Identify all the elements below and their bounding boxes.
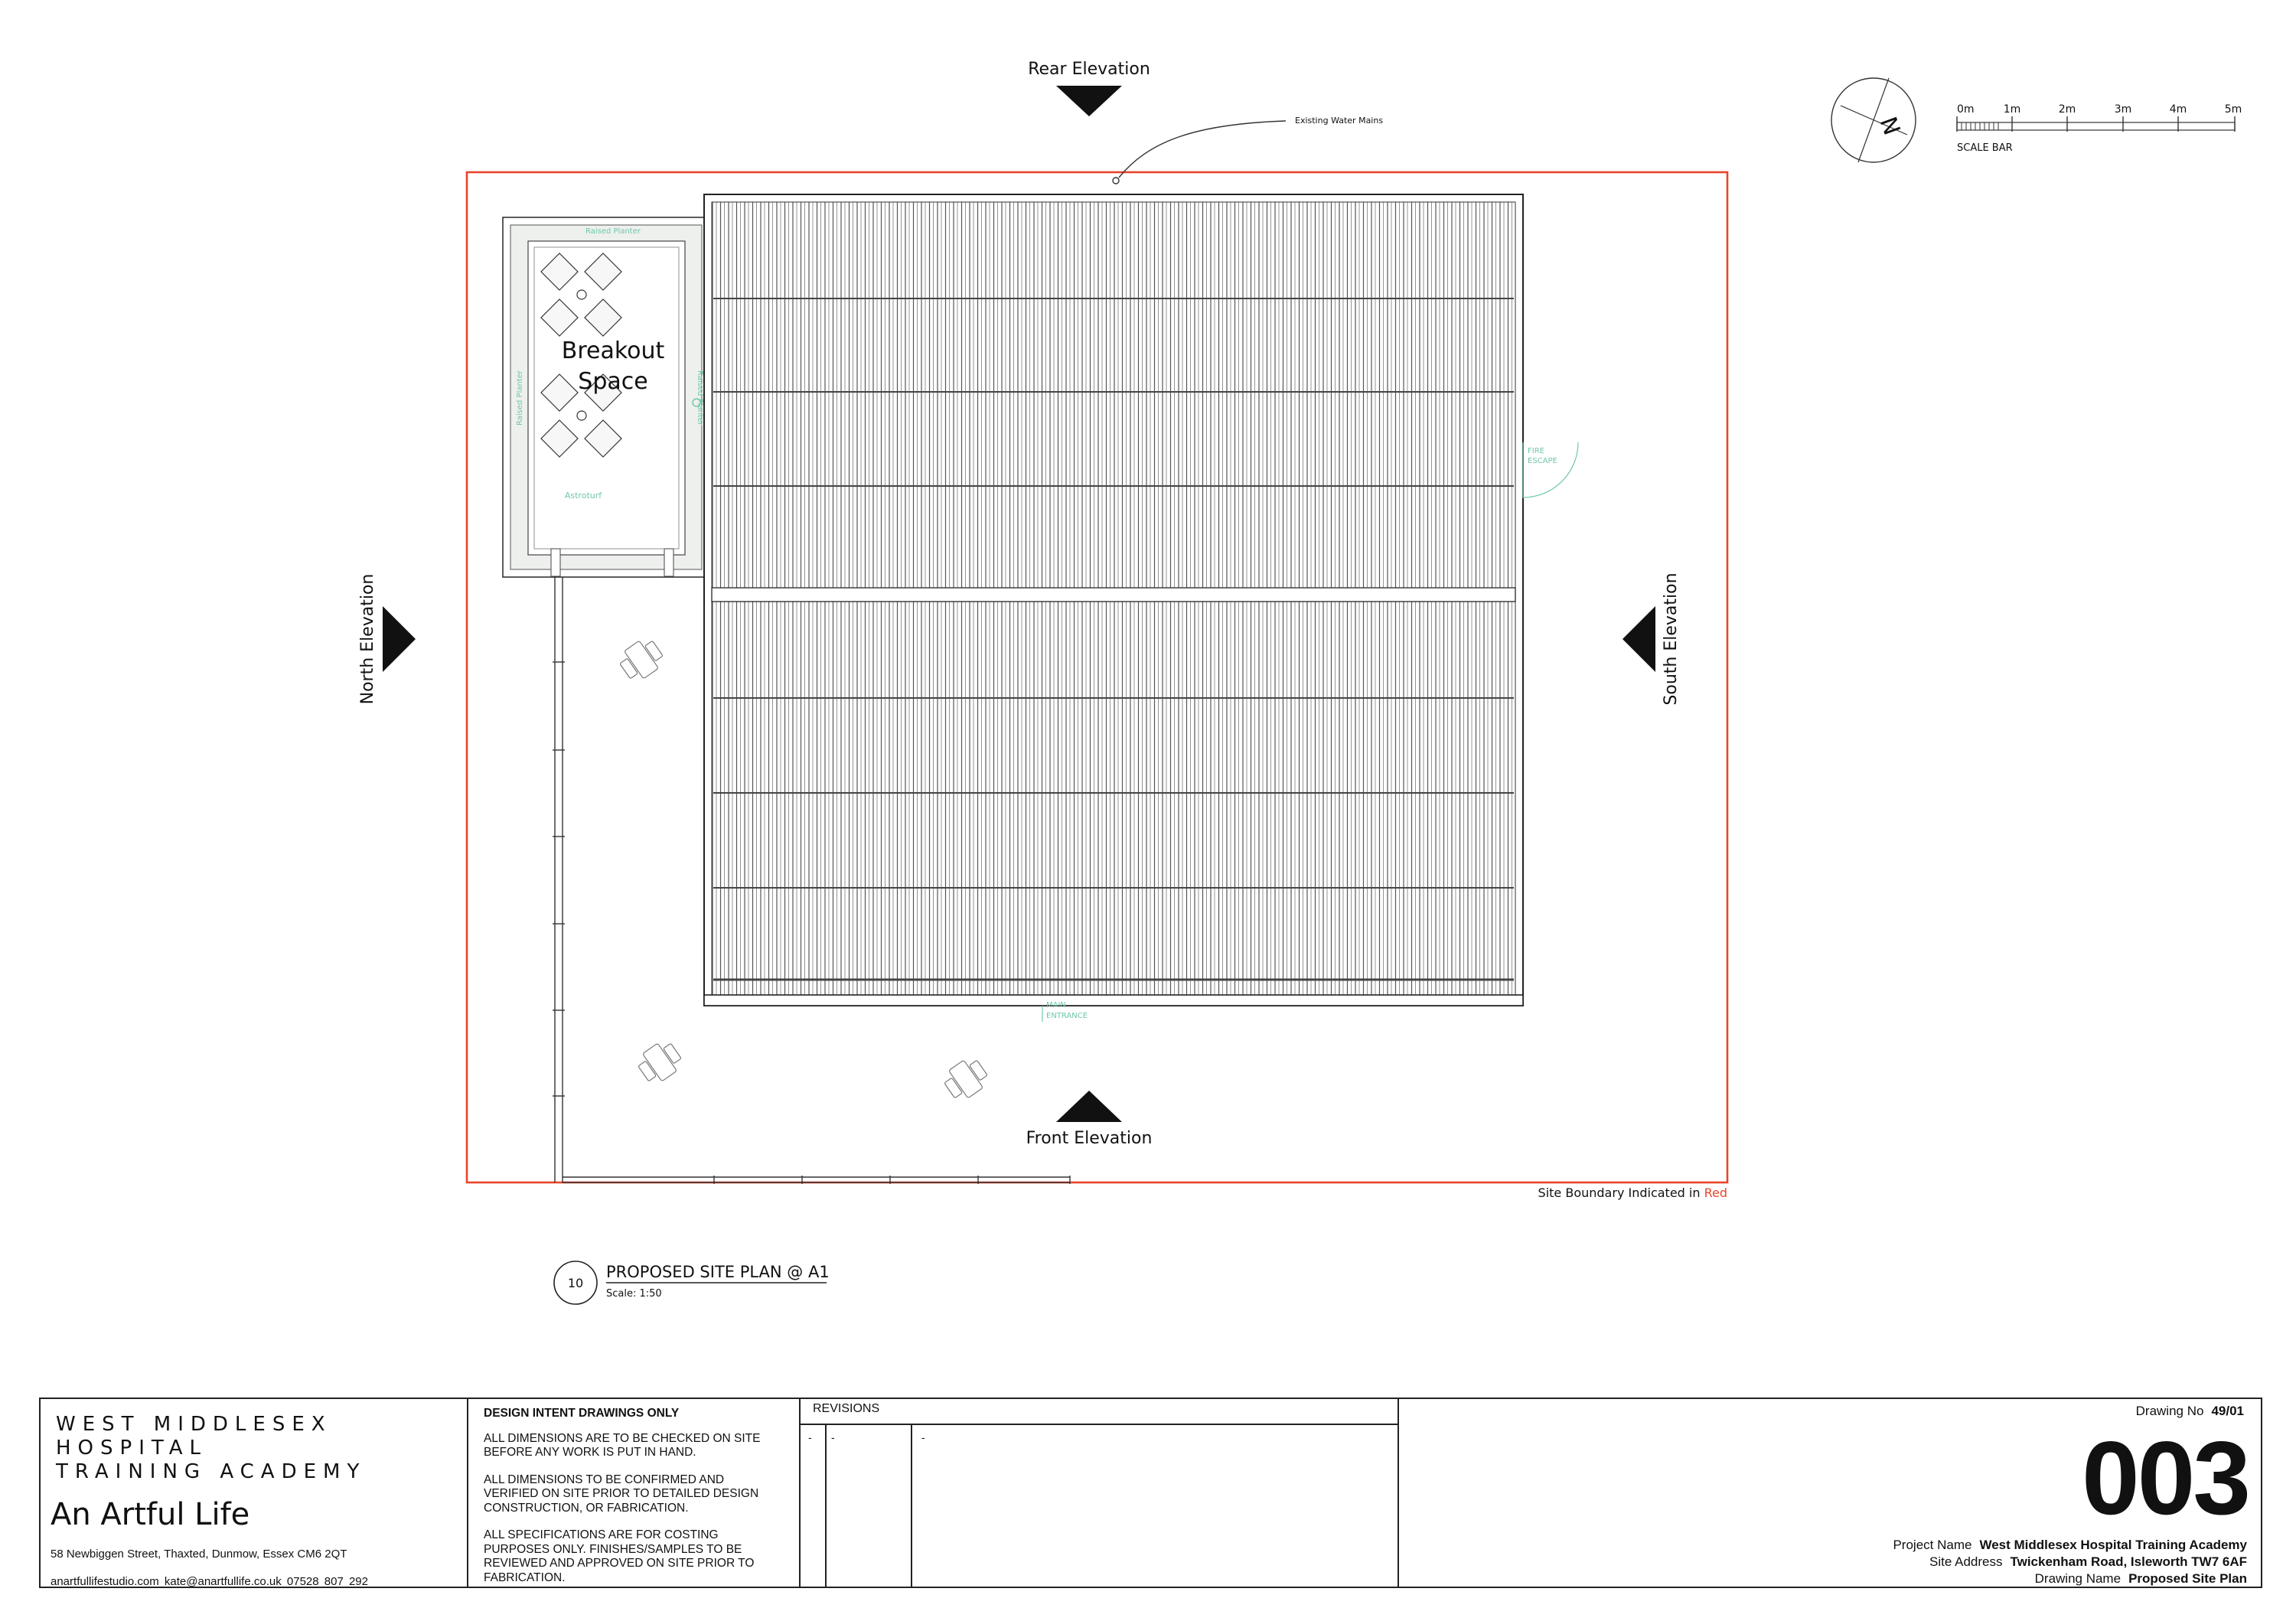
project-name-label: Project Name: [1893, 1538, 1972, 1552]
south-elevation-marker: [1623, 572, 1681, 705]
rear-elevation-label: Rear Elevation: [1028, 60, 1150, 79]
south-elevation-label: South Elevation: [1662, 572, 1681, 706]
scale-bar: [1957, 103, 2242, 154]
client-name: [56, 1413, 467, 1484]
north-elevation-label: North Elevation: [358, 573, 377, 705]
title-block: [39, 1398, 2262, 1588]
scale-tick-4: 4m: [2169, 103, 2187, 116]
front-elevation-arrow-icon: [1056, 1091, 1122, 1122]
raised-planter-top-label: Raised Planter: [585, 227, 641, 236]
scale-bar-label: SCALE BAR: [1957, 142, 2013, 154]
front-elevation-label: Front Elevation: [1026, 1129, 1153, 1148]
notes-title: DESIGN INTENT DRAWINGS ONLY: [484, 1407, 680, 1420]
building-roof: [704, 194, 1523, 1006]
client-name-line1: WEST MIDDLESEX HOSPITAL: [56, 1413, 332, 1460]
breakout-label-line1: Breakout: [561, 338, 665, 364]
client-name-line2: TRAINING ACADEMY: [56, 1460, 367, 1483]
water-mains-label: Existing Water Mains: [1295, 116, 1384, 126]
north-elevation-arrow-icon: [383, 606, 416, 672]
main-entrance-label-line1: MAIN: [1046, 1001, 1066, 1009]
view-scale-text: Scale: 1:50: [606, 1288, 662, 1300]
fire-escape-label-line2: ESCAPE: [1528, 457, 1557, 465]
project-meta: [1893, 1537, 2247, 1587]
studio-name: An Artful Life: [51, 1497, 250, 1532]
drawing-number-row: [2136, 1404, 2244, 1419]
scale-tick-1: 1m: [2003, 103, 2021, 116]
site-boundary-note-red: Red: [1704, 1186, 1727, 1200]
note-3: ALL SPECIFICATIONS ARE FOR COSTING PURPOSES ONLY. FINISHES/SAMPLES TO BE REVIEWED AND APPROVED ON SITE PRIOR TO FABRICATION.: [484, 1528, 755, 1584]
astroturf-label: Astroturf: [564, 491, 602, 501]
sheet-number: 003: [2082, 1420, 2249, 1536]
north-elevation-marker: [358, 574, 416, 705]
fire-escape: [1523, 442, 1578, 497]
rear-elevation-marker: [1028, 60, 1150, 116]
drawing-number: 49/01: [2211, 1404, 2244, 1418]
breakout-label-line2: Space: [578, 368, 648, 395]
main-entrance-label-line2: ENTRANCE: [1046, 1012, 1088, 1020]
breakout-space: [503, 217, 709, 577]
water-mains-marker-icon: [1113, 178, 1119, 184]
title-block-client-cell: [41, 1399, 468, 1587]
scale-tick-3: 3m: [2114, 103, 2132, 116]
view-title-text: PROPOSED SITE PLAN @ A1: [606, 1263, 830, 1281]
revision-cell-2: -: [831, 1431, 835, 1443]
revision-cell-3: -: [921, 1431, 925, 1443]
water-mains-note: [1113, 116, 1383, 184]
note-1: ALL DIMENSIONS ARE TO BE CHECKED ON SITE BEFORE ANY WORK IS PUT IN HAND.: [484, 1431, 761, 1459]
drawing-name-label: Drawing Name: [2034, 1571, 2122, 1586]
site-boundary-note-text: Site Boundary Indicated in: [1538, 1186, 1704, 1200]
revisions-label: REVISIONS: [813, 1402, 880, 1415]
fire-escape-label-line1: FIRE: [1528, 447, 1544, 455]
revision-cell-1: -: [808, 1431, 812, 1443]
north-arrow-letter: N: [1874, 113, 1906, 139]
front-elevation-marker: [1026, 1091, 1153, 1148]
title-block-revisions-cell: [801, 1399, 1399, 1587]
north-arrow: [1831, 78, 1916, 162]
raised-planter-right-label: Raised Planter: [696, 370, 704, 426]
site-address-label: Site Address: [1929, 1554, 2003, 1569]
studio-address: 58 Newbiggen Street, Thaxted, Dunmow, Essex CM6 2QT: [51, 1548, 347, 1561]
raised-planter-left-label: Raised Planter: [516, 370, 524, 426]
scale-tick-0: 0m: [1957, 103, 1975, 116]
scale-tick-5: 5m: [2224, 103, 2242, 116]
view-number: 10: [567, 1276, 584, 1290]
drawing-name: Proposed Site Plan: [2128, 1571, 2247, 1586]
drawing-number-label: Drawing No: [2135, 1404, 2204, 1418]
studio-contact: anartfullifestudio.com kate@anartfullife.co.uk 07528 807 292: [51, 1575, 368, 1588]
south-elevation-arrow-icon: [1623, 606, 1655, 672]
scale-tick-2: 2m: [2058, 103, 2076, 116]
view-title: [554, 1261, 830, 1304]
title-block-sheet-cell: [1399, 1399, 2261, 1587]
rear-elevation-arrow-icon: [1056, 86, 1122, 116]
title-block-notes-cell: [468, 1399, 801, 1587]
site-address: Twickenham Road, Isleworth TW7 6AF: [2010, 1554, 2247, 1569]
site-boundary-note: [1538, 1186, 1727, 1200]
note-2: ALL DIMENSIONS TO BE CONFIRMED AND VERIFIED ON SITE PRIOR TO DETAILED DESIGN CONSTRUCTION, OR FABRICATION.: [484, 1473, 759, 1515]
design-notes: [484, 1407, 775, 1598]
project-name: West Middlesex Hospital Training Academy: [1979, 1538, 2247, 1552]
